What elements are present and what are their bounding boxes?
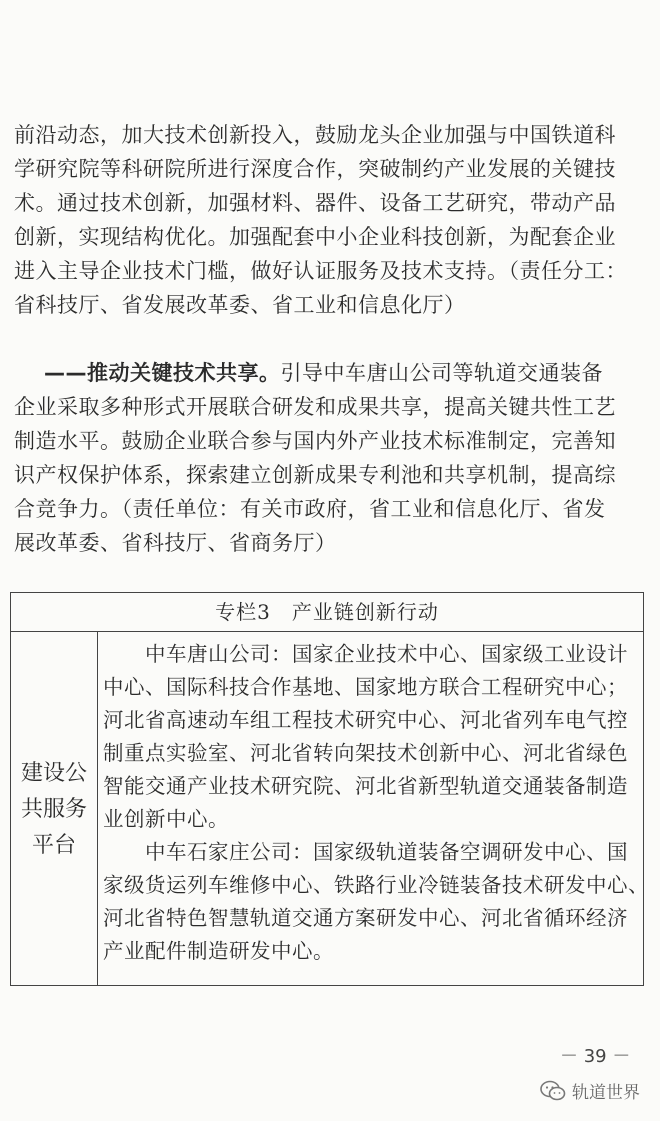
box-line: 业创新中心。 — [103, 807, 229, 831]
box-line: 河北省特色智慧轨道交通方案研发中心、河北省循环经济 — [103, 906, 628, 930]
text-span: 引导中车唐山公司等轨道交通装备 — [280, 361, 603, 385]
innovation-column-box — [10, 592, 649, 986]
text-line: 合竞争力。（责任单位：有关市政府，省工业和信息化厅、省发 — [14, 497, 606, 521]
page-number: － 39 － — [560, 1046, 631, 1067]
paragraph-tech-sharing — [14, 356, 632, 560]
wechat-icon — [540, 1080, 566, 1102]
label-line: 建设公 — [20, 761, 87, 786]
text-line: 展改革委、省科技厅、省商务厅） — [14, 531, 337, 555]
text-line: 企业采取多种形式开展联合研发和成果共享，提高关键共性工艺 — [14, 395, 616, 419]
label-line: 共服务 — [20, 797, 87, 822]
box-body — [11, 632, 649, 985]
section-heading: ——推动关键技术共享。 — [44, 361, 281, 385]
text-line: 术。通过技术创新，加强材料、器件、设备工艺研究，带动产品 — [14, 191, 616, 215]
text-line: 前沿动态，加大技术创新投入，鼓励龙头企业加强与中国铁道科 — [14, 123, 616, 147]
box-content-cell — [103, 638, 649, 968]
text-line — [14, 356, 632, 390]
text-line: 创新，实现结构优化。加强配套中小企业科技创新，为配套企业 — [14, 225, 616, 249]
box-title: 专栏3 产业链创新行动 — [11, 593, 643, 632]
source-watermark — [540, 1078, 640, 1103]
text-line: 学研究院等科研院所进行深度合作，突破制约产业发展的关键技 — [14, 157, 616, 181]
box-line: 中车唐山公司：国家企业技术中心、国家级工业设计 — [103, 642, 628, 666]
text-line: 进入主导企业技术门槛，做好认证服务及技术支持。（责任分工： — [14, 259, 627, 283]
box-left-label — [11, 756, 97, 864]
label-line: 平台 — [31, 833, 76, 858]
text-line: 识产权保护体系，探索建立创新成果专利池和共享机制，提高综 — [14, 463, 616, 487]
box-line: 中心、国际科技合作基地、国家地方联合工程研究中心； — [103, 675, 628, 699]
box-line: 智能交通产业技术研究院、河北省新型轨道交通装备制造 — [103, 774, 628, 798]
box-left-label-cell — [11, 632, 98, 985]
box-line: 中车石家庄公司：国家级轨道装备空调研发中心、国 — [103, 840, 628, 864]
box-line: 产业配件制造研发中心。 — [103, 939, 334, 963]
text-line: 省科技厅、省发展改革委、省工业和信息化厅） — [14, 293, 466, 317]
box-line: 河北省高速动车组工程技术研究中心、河北省列车电气控 — [103, 708, 628, 732]
paragraph-innovation — [14, 118, 632, 322]
watermark-text: 轨道世界 — [572, 1083, 640, 1103]
box-line: 家级货运列车维修中心、铁路行业冷链装备技术研发中心、 — [103, 873, 649, 897]
box-line: 制重点实验室、河北省转向架技术创新中心、河北省绿色 — [103, 741, 628, 765]
text-line: 制造水平。鼓励企业联合参与国内外产业技术标准制定，完善知 — [14, 429, 616, 453]
